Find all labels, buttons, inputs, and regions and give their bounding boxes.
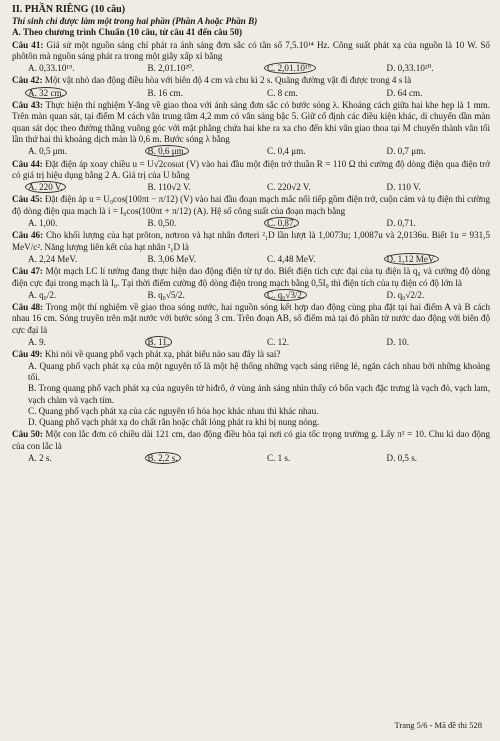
- answer-text: A. 2,24 MeV.: [28, 253, 78, 264]
- answer-text: C. 4,48 MeV.: [267, 253, 316, 264]
- answer-text: A. 32 cm.: [25, 87, 67, 99]
- answer-option[interactable]: [12, 218, 132, 229]
- section-title: II. PHẦN RIÊNG (10 câu): [12, 4, 126, 15]
- answer-option[interactable]: [371, 453, 491, 464]
- answer-options: [12, 453, 490, 464]
- answer-option[interactable]: [132, 182, 252, 193]
- question-number: Câu 50:: [12, 429, 43, 440]
- question-body: Đặt điện áp xoay chiều u = U√2cosωt (V) vào hai đầu một điện trở thuần R = 110 Ω thì cường độ dòng điện qua điện trở có giá trị hiệu dụng bằng 2 A. Giá trị của U bằng: [12, 158, 490, 180]
- question-body: Giả sử một nguồn sáng chỉ phát ra ánh sáng đơn sắc có tần số 7,5.10¹⁴ Hz. Công suất phát xạ của nguồn là 10 W. Số phôtôn mà nguồn sáng phát ra trong một giây xấp xỉ bằng: [12, 39, 490, 61]
- question-body: Đặt điện áp u = U₀cos(100πt − π/12) (V) vào hai đầu đoạn mạch mắc nối tiếp gồm điện trở, cuộn cảm và tụ điện thì cường độ dòng điện qua mạch là i = I₀cos(100πt + π/12) (A). Hệ số công suất của đoạn mạch bằng: [12, 194, 490, 216]
- answer-option[interactable]: [371, 337, 491, 348]
- answer-text: A. 2 s.: [28, 452, 52, 463]
- question: [12, 75, 490, 99]
- answer-option[interactable]: [132, 218, 252, 229]
- question-number: Câu 48:: [12, 302, 44, 313]
- answer-text: C. 0,87.: [264, 217, 299, 229]
- answer-option[interactable]: [371, 63, 491, 74]
- answer-option[interactable]: [132, 254, 252, 265]
- answer-text: A. 0,5 μm.: [28, 146, 67, 157]
- answer-text: B. 2,01.10²⁰.: [147, 63, 195, 74]
- question-text: [12, 100, 490, 145]
- answer-option[interactable]: A. Quang phổ vạch phát xạ của một nguyên tố là một hệ thống những vạch sáng riêng lẻ, ngăn cách nhau bởi những khoảng tối.: [28, 360, 490, 382]
- answer-option[interactable]: [12, 182, 132, 193]
- answer-option[interactable]: B. Trong quang phổ vạch phát xạ của nguyên tử hiđrô, ở vùng ánh sáng nhìn thấy có bốn vạch đặc trưng là vạch đỏ, vạch lam, vạch chàm và vạch tím.: [28, 383, 490, 405]
- answer-text: D. 0,5 s.: [386, 452, 418, 463]
- question-list: [12, 40, 490, 465]
- answer-text: B. 2,2 s.: [145, 452, 181, 464]
- question-number: Câu 45:: [12, 194, 43, 205]
- answer-option[interactable]: [371, 254, 491, 265]
- question-text: [12, 230, 490, 253]
- answer-options: [12, 146, 490, 157]
- answer-options: [12, 337, 490, 348]
- answer-text: A. 1,00.: [28, 218, 58, 229]
- answer-text: D. 64 cm.: [386, 87, 423, 98]
- question-text: [12, 302, 490, 336]
- answer-option[interactable]: [12, 63, 132, 74]
- answer-option[interactable]: [371, 146, 491, 157]
- answer-option[interactable]: [12, 453, 132, 464]
- answer-text: A. 220 V.: [25, 181, 66, 193]
- question-body: Cho khối lượng của hạt prôton, nơtron và hạt nhân đơteri ²₁D lần lượt là 1,0073u; 1,0087u và 2,0136u. Biết 1u = 931,5 MeV/c². Năng lượng liên kết của hạt nhân ²₁D là: [12, 230, 491, 252]
- answer-text: B. 11.: [145, 336, 173, 348]
- answer-option[interactable]: [251, 63, 371, 74]
- answer-option[interactable]: [132, 337, 252, 348]
- answer-option[interactable]: [371, 218, 491, 229]
- answer-option[interactable]: [251, 146, 371, 157]
- answer-option[interactable]: [132, 63, 252, 74]
- answer-option[interactable]: [12, 290, 132, 301]
- answer-option[interactable]: [251, 290, 371, 301]
- answer-option[interactable]: [251, 88, 371, 99]
- answer-text: B. 110√2 V.: [147, 182, 191, 193]
- answer-option[interactable]: [12, 254, 132, 265]
- answer-text: C. 8 cm.: [267, 87, 298, 98]
- question-body: Một con lắc đơn có chiều dài 121 cm, dao động điều hòa tại nơi có gia tốc trọng trường g. Lấy π² = 10. Chu kì dao động của con lắc là: [12, 429, 490, 451]
- answer-text: B. 0,6 μm.: [145, 145, 189, 157]
- page-footer: Trang 5/6 - Mã đề thi 528: [394, 719, 482, 730]
- answer-option[interactable]: [12, 337, 132, 348]
- answer-text: B. 3,06 MeV.: [147, 253, 197, 264]
- question-number: Câu 46:: [12, 230, 44, 241]
- answer-option[interactable]: C. Quang phổ vạch phát xạ của các nguyên tố hóa học khác nhau thì khác nhau.: [28, 405, 319, 416]
- answer-text: C. 220√2 V.: [267, 182, 311, 193]
- answer-option[interactable]: D. Quang phổ vạch phát xạ do chất rắn hoặc chất lỏng phát ra khi bị nung nóng.: [28, 417, 320, 428]
- question-text: [12, 75, 490, 86]
- question-number: Câu 43:: [12, 100, 43, 111]
- answer-text: A. 0,33.10¹⁹.: [28, 63, 75, 74]
- question: [12, 159, 490, 194]
- answer-option[interactable]: [371, 88, 491, 99]
- answer-text: B. 0,50.: [147, 218, 177, 229]
- answer-option[interactable]: [251, 218, 371, 229]
- question: [12, 302, 490, 348]
- part-title: A. Theo chương trình Chuẩn (10 câu, từ câu 41 đến câu 50): [12, 27, 243, 38]
- question-text: [12, 429, 490, 452]
- answer-option[interactable]: [251, 453, 371, 464]
- answer-option[interactable]: [251, 337, 371, 348]
- answer-option[interactable]: [251, 182, 371, 193]
- question: [12, 40, 490, 75]
- answer-options: [12, 254, 490, 265]
- answer-text: B. 16 cm.: [147, 87, 183, 98]
- question-body: Một vật nhỏ dao động điều hòa với biên độ 4 cm và chu kì 2 s. Quãng đường vật đi được trong 4 s là: [44, 75, 412, 86]
- question: [12, 230, 490, 265]
- question-text: [12, 349, 490, 360]
- answer-option[interactable]: [132, 88, 252, 99]
- question: [12, 194, 490, 229]
- answer-text: C. 0,4 μm.: [267, 146, 306, 157]
- question: [12, 349, 490, 428]
- answer-text: D. 0,7 μm.: [386, 146, 426, 157]
- answer-option[interactable]: [371, 182, 491, 193]
- answer-text: C. 12.: [267, 337, 289, 348]
- answer-text: D. 110 V.: [386, 182, 421, 193]
- answer-text: D. q₀√2/2.: [386, 289, 425, 300]
- answer-option[interactable]: [132, 290, 252, 301]
- answer-options: [12, 182, 490, 193]
- answer-option[interactable]: [251, 254, 371, 265]
- answer-text: D. 1,12 MeV.: [384, 253, 439, 265]
- answer-text: D. 0,33.10²⁰.: [386, 63, 434, 74]
- question: [12, 100, 490, 157]
- question-body: Thực hiện thí nghiệm Y-âng về giao thoa với ánh sáng đơn sắc có bước sóng λ. Khoảng cách giữa hai khe hẹp là 1 mm. Trên màn quan sát, tại điểm M cách vân trung tâm 4,2 mm có vân sáng bậc 5. Giữ cố định các điều kiện khác, di chuyển dần màn quan sát dọc theo đường thẳng vuông góc với mặt phẳng chứa hai khe ra xa cho đến khi vân giao thoa tại M chuyển thành vân tối lần thứ hai thì khoảng dịch màn là 0,6 m. Bước sóng λ bằng: [12, 100, 490, 144]
- question-body: Một mạch LC lí tưởng đang thực hiện dao động điện từ tự do. Biết điện tích cực đại của tụ điện là q₀ và cường độ dòng điện cực đại trong mạch là I₀. Tại thời điểm cường độ dòng điện trong mạch bằng 0,5I₀ thì điện tích của tụ điện có độ lớn là: [12, 266, 490, 288]
- answer-text: D. 10.: [386, 337, 409, 348]
- question-number: Câu 49:: [12, 349, 43, 360]
- question-number: Câu 41:: [12, 39, 44, 50]
- question-body: Trong một thí nghiệm về giao thoa sóng nước, hai nguồn sóng kết hợp dao động cùng pha đặt tại hai điểm A và B cách nhau 16 cm. Sóng truyền trên mặt nước với bước sóng 3 cm. Trên đoạn AB, số điểm mà tại đó phần tử nước dao động với biên độ cực đại là: [12, 302, 490, 335]
- answer-option[interactable]: [132, 453, 252, 464]
- section-instruction: Thí sinh chỉ được làm một trong hai phần (Phần A hoặc Phần B): [12, 16, 258, 26]
- answer-options: [12, 290, 490, 301]
- answer-text: C. q₀√3/2.: [264, 289, 307, 301]
- answer-option[interactable]: [12, 88, 132, 99]
- answer-option[interactable]: [132, 146, 252, 157]
- answer-text: C. 1 s.: [267, 452, 291, 463]
- answer-text: A. q₀/2.: [28, 289, 57, 300]
- answer-text: A. 9.: [28, 337, 46, 348]
- question-text: [12, 194, 490, 217]
- question-text: [12, 40, 490, 63]
- answer-choices: [12, 361, 490, 429]
- question-number: Câu 44:: [12, 158, 43, 169]
- answer-text: D. 0,71.: [386, 218, 416, 229]
- answer-text: B. q₀√5/2.: [147, 289, 185, 300]
- question: [12, 429, 490, 464]
- answer-text: C. 2,01.10¹⁹.: [264, 62, 316, 74]
- question-number: Câu 42:: [12, 75, 43, 86]
- question-text: [12, 266, 490, 289]
- answer-option[interactable]: [12, 146, 132, 157]
- answer-options: [12, 218, 490, 229]
- answer-option[interactable]: [371, 290, 491, 301]
- question-text: [12, 159, 490, 182]
- question-body: Khi nói về quang phổ vạch phát xạ, phát biểu nào sau đây là sai?: [44, 349, 281, 360]
- question-number: Câu 47:: [12, 266, 43, 277]
- answer-options: [12, 88, 490, 99]
- answer-options: [12, 63, 490, 74]
- question: [12, 266, 490, 301]
